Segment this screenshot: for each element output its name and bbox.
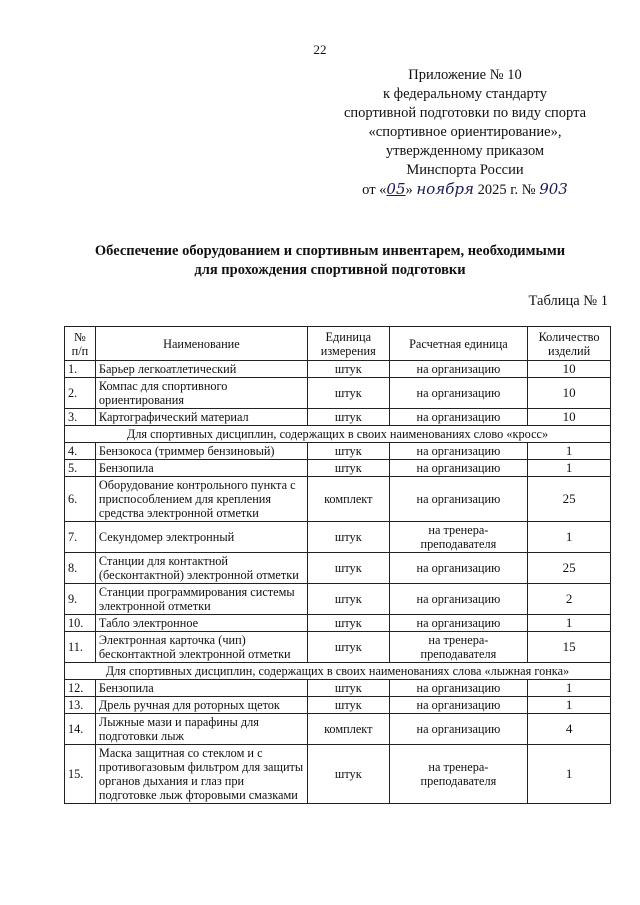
appendix-block (300, 66, 630, 200)
table-row (65, 615, 611, 632)
page-number: 22 (313, 42, 327, 57)
item-quantity: 1 (528, 615, 611, 632)
item-unit: штук (307, 584, 389, 615)
appendix-line: утвержденному приказом (385, 143, 545, 159)
row-number: 6. (65, 477, 96, 522)
item-name: Картографический материал (95, 409, 307, 426)
table-row (65, 378, 611, 409)
item-calc-unit: на организацию (389, 584, 527, 615)
item-calc-unit: на организацию (389, 697, 527, 714)
item-calc-unit: на организацию (389, 714, 527, 745)
item-calc-unit: на организацию (389, 378, 527, 409)
header-calc: Расчетная единица (389, 327, 527, 361)
row-number: 7. (65, 522, 96, 553)
appendix-line: Минспорта России (406, 162, 524, 178)
item-name: Бензокоса (триммер бензиновый) (95, 443, 307, 460)
item-name: Оборудование контрольного пункта с приспособлением для крепления средства электронной отметки (95, 477, 307, 522)
row-number: 5. (65, 460, 96, 477)
table-row (65, 460, 611, 477)
row-number: 2. (65, 378, 96, 409)
row-number: 10. (65, 615, 96, 632)
item-name: Станции для контактной (бесконтактной) электронной отметки (95, 553, 307, 584)
table-row (65, 522, 611, 553)
item-quantity: 1 (528, 680, 611, 697)
section-heading: Для спортивных дисциплин, содержащих в своих наименованиях слова «лыжная гонка» (65, 663, 611, 680)
item-name: Дрель ручная для роторных щеток (95, 697, 307, 714)
table-section-row (65, 426, 611, 443)
row-number: 12. (65, 680, 96, 697)
item-unit: комплект (307, 477, 389, 522)
item-calc-unit: на организацию (389, 553, 527, 584)
item-quantity: 10 (528, 361, 611, 378)
item-unit: комплект (307, 714, 389, 745)
item-quantity: 1 (528, 443, 611, 460)
header-name: Наименование (95, 327, 307, 361)
table-row (65, 745, 611, 804)
handwritten-month: ноября (416, 180, 474, 198)
item-unit: штук (307, 632, 389, 663)
date-mid: » (405, 182, 413, 198)
date-year: 2025 г. № (477, 182, 536, 198)
date-prefix: от « (362, 182, 387, 198)
table-section-row (65, 663, 611, 680)
item-quantity: 10 (528, 378, 611, 409)
item-quantity: 25 (528, 553, 611, 584)
row-number: 11. (65, 632, 96, 663)
item-quantity: 1 (528, 522, 611, 553)
document-title-line: Обеспечение оборудованием и спортивным инвентарем, необходимыми (94, 243, 566, 259)
item-unit: штук (307, 378, 389, 409)
table-row (65, 714, 611, 745)
appendix-line: спортивной подготовки по виду спорта (343, 105, 587, 121)
item-unit: штук (307, 460, 389, 477)
item-quantity: 1 (528, 460, 611, 477)
row-number: 1. (65, 361, 96, 378)
handwritten-day: 05 (386, 180, 406, 198)
handwritten-order-number: 903 (539, 180, 568, 198)
item-quantity: 4 (528, 714, 611, 745)
item-name: Маска защитная со стеклом и с противогазовым фильтром для защиты органов дыхания и глаз при подготовке лыж фторовыми смазками (95, 745, 307, 804)
row-number: 8. (65, 553, 96, 584)
table-header-row (65, 327, 611, 361)
row-number: 3. (65, 409, 96, 426)
item-unit: штук (307, 443, 389, 460)
item-calc-unit: на организацию (389, 443, 527, 460)
item-name: Бензопила (95, 460, 307, 477)
table-row (65, 584, 611, 615)
appendix-line: Приложение № 10 (408, 67, 522, 83)
item-name: Барьер легкоатлетический (95, 361, 307, 378)
item-unit: штук (307, 553, 389, 584)
item-calc-unit: на тренера-преподавателя (389, 745, 527, 804)
item-unit: штук (307, 522, 389, 553)
table-row (65, 632, 611, 663)
item-calc-unit: на организацию (389, 361, 527, 378)
table-row (65, 680, 611, 697)
table-row (65, 361, 611, 378)
row-number: 9. (65, 584, 96, 615)
item-quantity: 1 (528, 745, 611, 804)
row-number: 13. (65, 697, 96, 714)
table-body (65, 361, 611, 804)
table-row (65, 409, 611, 426)
document-title-line: для прохождения спортивной подготовки (194, 262, 466, 278)
header-num: № п/п (65, 327, 96, 361)
item-quantity: 1 (528, 697, 611, 714)
equipment-table (64, 326, 611, 804)
item-calc-unit: на организацию (389, 680, 527, 697)
table-row (65, 477, 611, 522)
table-label: Таблица № 1 (528, 293, 608, 309)
table-row (65, 553, 611, 584)
item-name: Табло электронное (95, 615, 307, 632)
appendix-line: к федеральному стандарту (383, 86, 547, 102)
item-unit: штук (307, 409, 389, 426)
row-number: 15. (65, 745, 96, 804)
item-unit: штук (307, 745, 389, 804)
item-quantity: 15 (528, 632, 611, 663)
appendix-line: «спортивное ориентирование», (368, 124, 562, 140)
table-row (65, 697, 611, 714)
table-row (65, 443, 611, 460)
order-date-line (300, 180, 630, 200)
header-qty: Количество изделий (528, 327, 611, 361)
item-calc-unit: на тренера-преподавателя (389, 522, 527, 553)
section-heading: Для спортивных дисциплин, содержащих в своих наименованиях слово «кросс» (65, 426, 611, 443)
item-name: Станции программирования системы электронной отметки (95, 584, 307, 615)
equipment-table-wrapper (64, 326, 611, 804)
item-quantity: 2 (528, 584, 611, 615)
item-name: Электронная карточка (чип) бесконтактной электронной отметки (95, 632, 307, 663)
item-name: Секундомер электронный (95, 522, 307, 553)
item-calc-unit: на организацию (389, 409, 527, 426)
item-calc-unit: на организацию (389, 460, 527, 477)
document-title (40, 242, 620, 280)
item-unit: штук (307, 680, 389, 697)
item-name: Лыжные мази и парафины для подготовки лыж (95, 714, 307, 745)
item-calc-unit: на организацию (389, 477, 527, 522)
item-name: Компас для спортивного ориентирования (95, 378, 307, 409)
item-calc-unit: на тренера-преподавателя (389, 632, 527, 663)
row-number: 14. (65, 714, 96, 745)
item-unit: штук (307, 697, 389, 714)
item-quantity: 25 (528, 477, 611, 522)
item-calc-unit: на организацию (389, 615, 527, 632)
item-name: Бензопила (95, 680, 307, 697)
item-unit: штук (307, 361, 389, 378)
item-quantity: 10 (528, 409, 611, 426)
row-number: 4. (65, 443, 96, 460)
item-unit: штук (307, 615, 389, 632)
header-unit: Единица измерения (307, 327, 389, 361)
